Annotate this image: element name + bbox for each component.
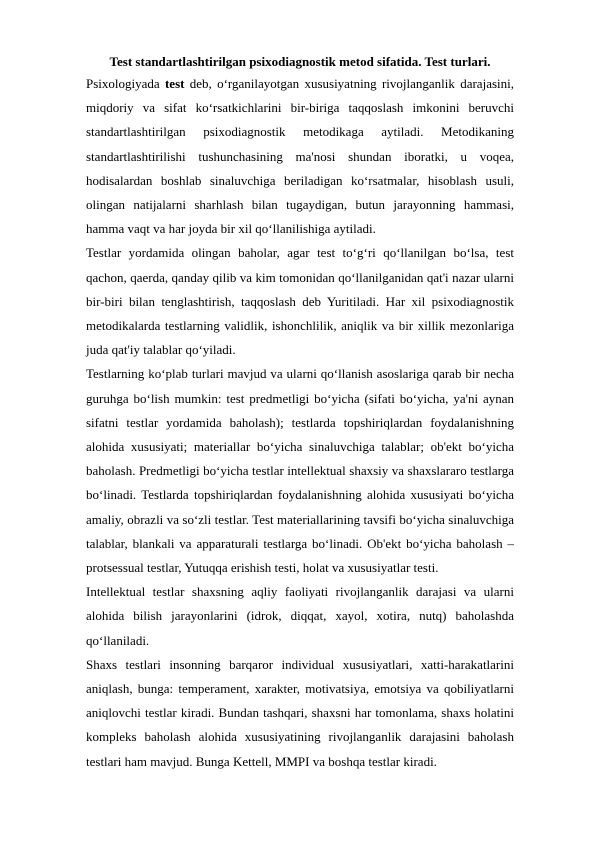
document-page	[86, 52, 514, 774]
term-test-bold: test	[164, 76, 185, 91]
paragraph-test-definition	[86, 72, 514, 241]
paragraph-test-scores: Testlar yordamida olingan baholar, agar test to‘g‘ri qo‘llanilgan bo‘lsa, test qachon, qaerda, qanday qilib va kim tomonidan qo‘llanilganidan qat'i nazar ularni bir-biri bilan tenglashtirish, taqqoslash deb Yuritiladi. Har xil psixodiagnostik metodikalarda testlarning validlik, ishonchlilik, aniqlik va bir xillik mezonlariga juda qat'iy talablar qo‘yiladi.	[86, 245, 514, 358]
paragraph-personality-tests: Shaxs testlari insonning barqaror individual xususiyatlari, xatti-harakatlarini aniqlash, bunga: temperament, xarakter, motivatsiya, emotsiya va qobiliyatlarni aniqlovchi testlar kiradi. Bundan tashqari, shaxsni har tomonlama, shaxs holatini kompleks baholash alohida xususiyatining rivojlanganlik darajasini baholash testlari ham mavjud. Bunga Kettell, MMPI va boshqa testlar kiradi.	[86, 656, 514, 769]
paragraph-body-text: deb, o‘rganilayotgan xususiyatning rivojlanganlik darajasini, miqdoriy va sifat ko‘rsatkichlarini bir-biriga taqqoslash imkonini beruvchi standartlashtirilgan psixodiagnostik metodikaga aytiladi. Metodikaning standartlashtirilishi tushunchasining ma'nosi shundan iboratki, u voqea, hodisalardan boshlab sinaluvchiga beriladigan ko‘rsatmalar, hisoblash usuli, olingan natijalarni sharhlash bilan tugaydigan, butun jarayonning hammasi, hamma vaqt va har joyda bir xil qo‘llanilishiga aytiladi.	[86, 76, 514, 237]
paragraph-intellectual-tests: Intellektual testlar shaxsning aqliy faoliyati rivojlanganlik darajasi va ularni alohida bilish jarayonlarini (idrok, diqqat, xayol, xotira, nutq) baholashda qo‘llaniladi.	[86, 584, 514, 648]
paragraph-lead-text: Psixologiyada	[86, 76, 165, 91]
document-title: Test standartlashtirilgan psixodiagnostik metod sifatida. Test turlari.	[109, 54, 491, 69]
paragraph-test-types: Testlarning ko‘plab turlari mavjud va ularni qo‘llanish asoslariga qarab bir necha guruhga bo‘lish mumkin: test predmetligi bo‘yicha (sifati bo‘yicha, ya'ni aynan sifatni testlar yordamida baholash); testlarda topshiriqlardan foydalanishning alohida xususiyati; materiallar bo‘yicha sinaluvchiga talablar; ob'ekt bo‘yicha baholash. Predmetligi bo‘yicha testlar intellektual shaxsiy va shaxslararo testlarga bo‘linadi. Testlarda topshiriqlardan foydalanishning alohida xususiyati bo‘yicha amaliy, obrazli va so‘zli testlar. Test materiallarining tavsifi bo‘yicha sinaluvchiga talablar, blankali va apparaturali testlarga bo‘linadi. Ob'ekt bo‘yicha baholash – protsessual testlar, Yutuqqa erishish testi, holat va xususiyatlar testi.	[86, 366, 514, 576]
